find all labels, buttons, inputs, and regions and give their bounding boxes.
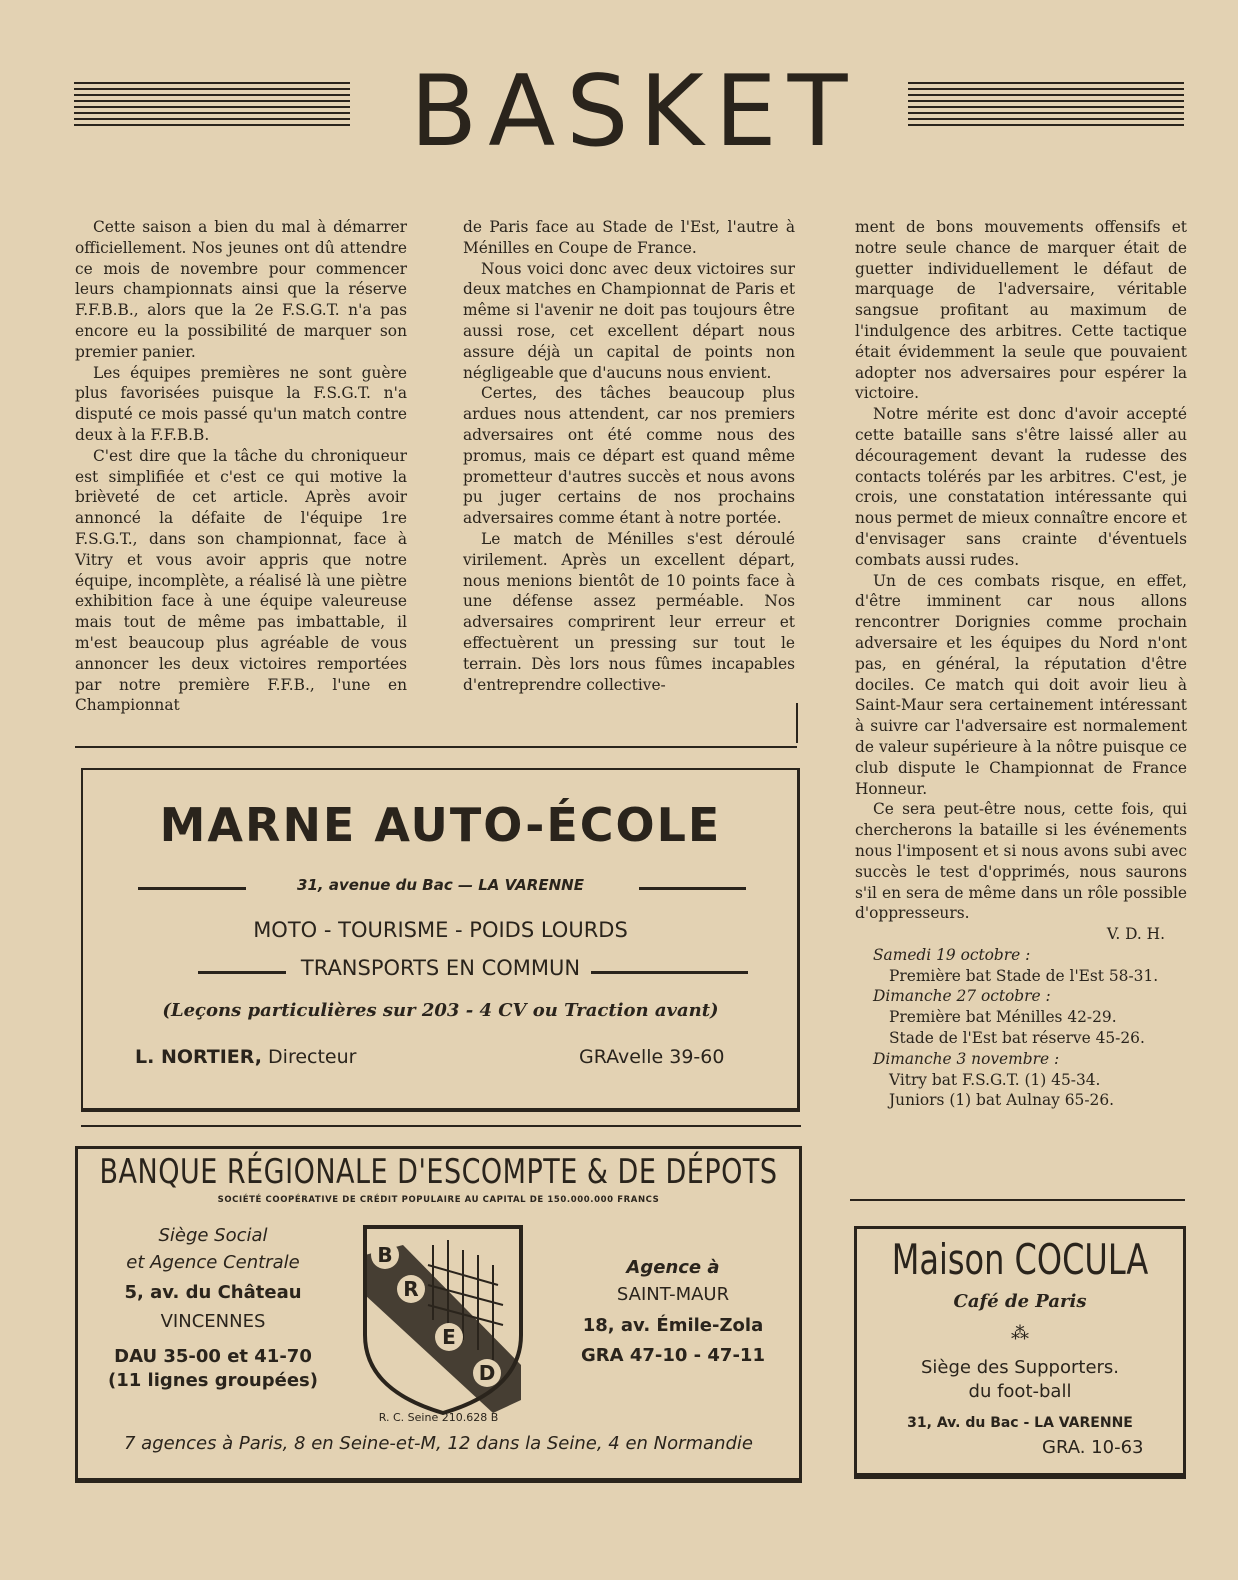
article-column-3 (855, 217, 1187, 1111)
ad-marne-dash-right (639, 887, 746, 890)
result-date: Samedi 19 octobre : (873, 945, 1031, 964)
header-rule-left (74, 82, 350, 126)
article-paragraph: Un de ces combats risque, en effet, d'être imminent car nous allons rencontrer Dorignies comme prochain adversaire et les équipes du Nord n'ont pas, en général, la réputation d'être dociles. Ce match qui doit avoir lieu à Saint-Maur sera certainement intéressant à suivre car l'adversaire est normalement de valeur supérieure à la nôtre puisque ce club dispute le Championnat de France Honneur. (855, 571, 1187, 798)
ad-marne-transports: TRANSPORTS EN COMMUN (300, 956, 581, 980)
ad-marne-address: 31, avenue du Bac — LA VARENNE (297, 876, 584, 894)
ad-bred-left-city: VINCENNES (160, 1311, 266, 1332)
ad-bred-right-label: Agence à (626, 1257, 720, 1278)
ad-marne-dash-right2 (591, 971, 748, 974)
article-paragraph: Les équipes premières ne sont guère plus favorisées puisque la F.S.G.T. n'a disputé ce mois passé qu'un match contre deux à la F.F.B.B. (75, 363, 407, 444)
ad-marne-name: MARNE AUTO-ÉCOLE (159, 798, 722, 852)
ad-cocula-phone: GRA. 10-63 (1042, 1437, 1144, 1458)
ad-bred-right-city: SAINT-MAUR (616, 1284, 730, 1305)
ad-bred-left-phone: DAU 35-00 et 41-70 (114, 1346, 312, 1367)
emblem-letter-b: B (377, 1243, 393, 1267)
article-paragraph: Certes, des tâches beaucoup plus ardues nous attendent, car nos premiers adversaires ont été comme nous des promus, mais ce départ est quand même prometteur d'autres succès et nous avons pu juger certains de nos prochains adversaires comme étant à notre portée. (463, 384, 795, 528)
ad-cocula-line1: Siège des Supporters. (920, 1357, 1120, 1378)
article-paragraph: ment de bons mouvements offensifs et notre seule chance de marquer était de guetter individuellement le défaut de marquage de l'adversaire, véritable sangsue profitant au maximum de l'indulgence des arbitres. Cette tactique était évidemment la seule que pouvaient adopter nos adversaires pour espérer la victoire. (855, 218, 1187, 403)
ad-marne-phone: GRAvelle 39-60 (579, 1046, 725, 1068)
ad-bred-left-line1: Siège Social (158, 1225, 268, 1246)
ornament-icon: ⁂ (1011, 1323, 1029, 1344)
emblem-letter-r: R (403, 1277, 419, 1301)
ad-cocula-subtitle: Café de Paris (953, 1291, 1087, 1312)
result-date: Dimanche 3 novembre : (873, 1049, 1060, 1068)
section-divider (850, 1199, 1185, 1201)
result-line: Première bat Stade de l'Est 58-31. (889, 966, 1159, 985)
ad-bred-bank (75, 1146, 802, 1483)
ad-marne-director-name: L. NORTIER, (135, 1046, 262, 1068)
ad-maison-cocula (854, 1226, 1186, 1479)
signature: V. D. H. (1106, 925, 1165, 944)
header-rule-right (908, 82, 1184, 126)
ad-marne-services: MOTO - TOURISME - POIDS LOURDS (253, 918, 628, 942)
result-date: Dimanche 27 octobre : (873, 987, 1051, 1006)
ad-cocula-address: 31, Av. du Bac - LA VARENNE (907, 1415, 1133, 1431)
ad-cocula-name: Maison COCULA (891, 1235, 1149, 1285)
page-title: BASKET (410, 55, 859, 169)
ad-marne-auto-ecole (81, 768, 800, 1112)
article-paragraph: Ce sera peut-être nous, cette fois, qui chercherons la bataille si les événements nous l'imposent et si nous avons subi avec succès le test d'opprimés, nous saurons s'il en sera de même dans un rôle possible d'oppresseurs. (855, 800, 1187, 923)
result-line: Stade de l'Est bat réserve 45-26. (889, 1029, 1145, 1048)
section-divider (81, 1125, 801, 1127)
result-line: Juniors (1) bat Aulnay 65-26. (889, 1091, 1115, 1110)
section-divider (75, 746, 797, 748)
article-paragraph: Nous voici donc avec deux victoires sur deux matches en Championnat de Paris et même si l'avenir ne doit pas toujours être aussi rose, cet excellent départ nous assure déjà un capital de points non négligeable que d'aucuns nous envient. (463, 259, 795, 382)
article-paragraph: de Paris face au Stade de l'Est, l'autre à Ménilles en Coupe de France. (463, 218, 795, 257)
column-end-rule (796, 703, 798, 743)
ad-cocula-line2: du foot-ball (968, 1381, 1072, 1402)
result-line: Vitry bat F.S.G.T. (1) 45-34. (889, 1070, 1101, 1089)
ad-marne-director-title: Directeur (268, 1046, 357, 1068)
article-paragraph: Cette saison a bien du mal à démarrer officiellement. Nos jeunes ont dû attendre ce mois de novembre pour commencer leurs championnats ainsi que la réserve F.F.B.B., alors que la 2e F.S.G.T. n'a pas encore eu la possibilité de marquer son premier panier. (75, 218, 407, 361)
ad-bred-footer: 7 agences à Paris, 8 en Seine-et-M, 12 dans la Seine, 4 en Normandie (124, 1433, 753, 1454)
article-paragraph: Notre mérite est donc d'avoir accepté cette bataille sans s'être laissé aller au découragement devant la rudesse des contacts tolérés par les arbitres. C'est, je crois, une constatation intéressante qui nous permet de mieux connaître encore et d'envisager sans crainte d'éventuels combats aussi rudes. (855, 405, 1187, 569)
ad-bred-rc: R. C. Seine 210.628 B (378, 1411, 499, 1424)
ad-bred-subtitle: SOCIÉTÉ COOPÉRATIVE DE CRÉDIT POPULAIRE AU CAPITAL DE 150.000.000 FRANCS (217, 1195, 660, 1205)
ad-bred-left-line2: et Agence Centrale (126, 1252, 300, 1273)
ad-marne-dash-left (138, 887, 246, 890)
article-column-2 (463, 217, 795, 695)
emblem-letter-d: D (478, 1361, 496, 1385)
ad-bred-name: BANQUE RÉGIONALE D'ESCOMPTE & DE DÉPOTS (99, 1153, 778, 1192)
ad-bred-right-phone: GRA 47-10 - 47-11 (581, 1345, 765, 1366)
article-paragraph: C'est dire que la tâche du chroniqueur est simplifiée et c'est ce qui motive la brièveté de cet article. Après avoir annoncé la défaite de l'équipe 1re F.S.G.T., dans son championnat, face à Vitry et vous avoir appris que notre équipe, incomplète, a réalisé là une piètre exhibition face à une équipe valeureuse mais tout de même pas imbattable, il m'est beaucoup plus agréable de vous annoncer les deux victoires remportées par notre première F.F.B., l'une en Championnat (75, 446, 407, 715)
article-paragraph: Le match de Ménilles s'est déroulé virilement. Après un excellent départ, nous menions bientôt de 10 points face à une défense assez perméable. Nos adversaires comprirent leur erreur et effectuèrent un pressing sur tout le terrain. Dès lors nous fûmes incapables d'entreprendre collective- (463, 529, 795, 694)
ad-marne-director (135, 1046, 356, 1068)
ad-bred-right-address: 18, av. Émile-Zola (582, 1315, 764, 1336)
ad-bred-left-address: 5, av. du Château (124, 1282, 302, 1303)
ad-bred-left-lines: (11 lignes groupées) (108, 1370, 318, 1391)
result-line: Première bat Ménilles 42-29. (889, 1008, 1117, 1027)
article-column-1 (75, 217, 407, 716)
bred-shield-emblem (363, 1225, 523, 1415)
ad-marne-lessons: (Leçons particulières sur 203 - 4 CV ou Traction avant) (162, 1000, 719, 1021)
emblem-letter-e: E (442, 1325, 456, 1349)
